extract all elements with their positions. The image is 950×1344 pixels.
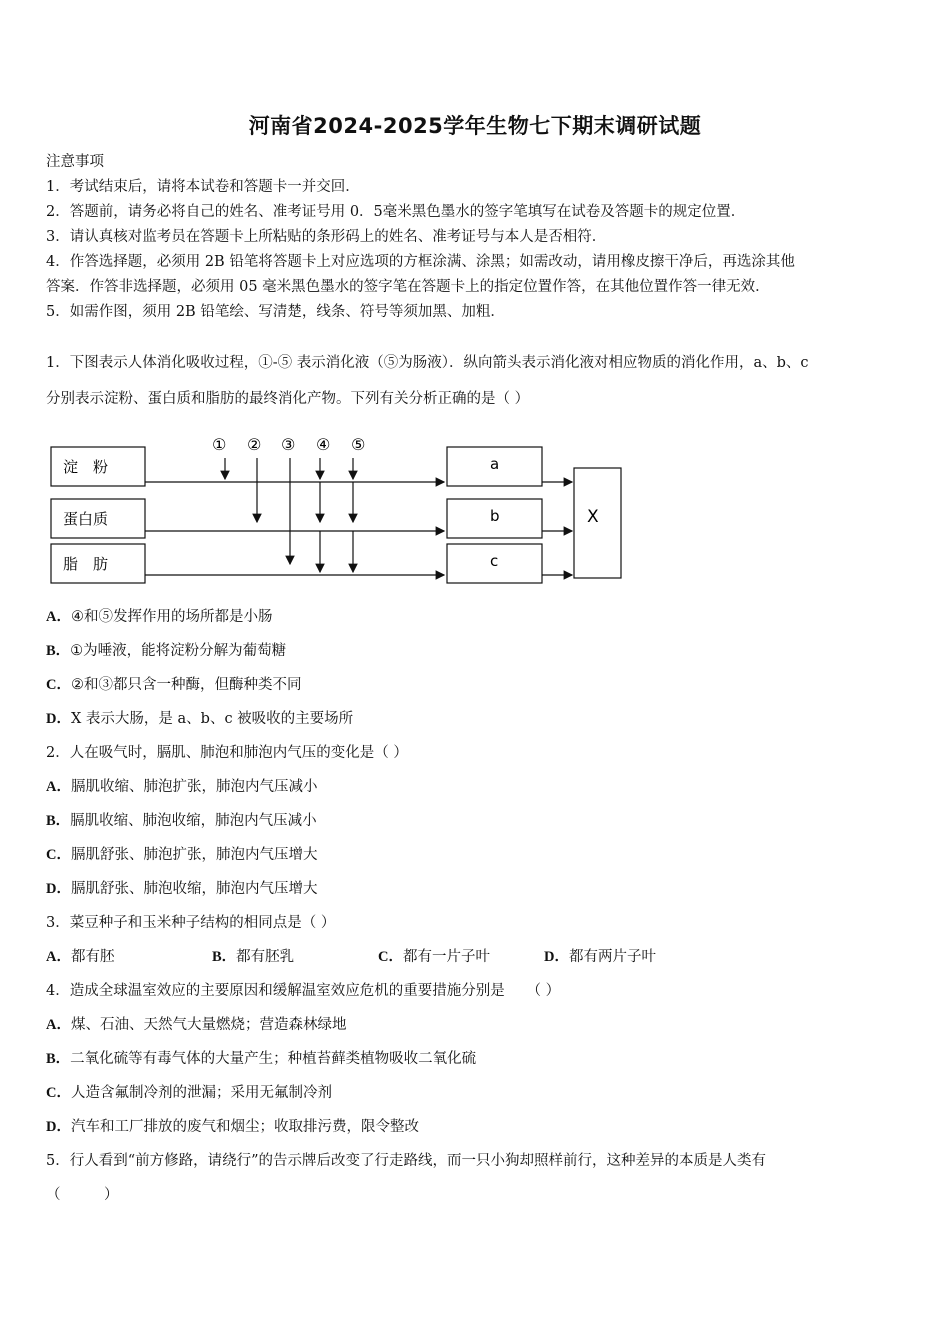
option-letter: C． xyxy=(46,1085,71,1101)
digestion-diagram xyxy=(46,428,636,593)
option-letter: B． xyxy=(46,1051,71,1067)
option-letter: B． xyxy=(46,813,71,829)
q4-option-b xyxy=(46,1042,926,1076)
question-4-stem: 4．造成全球温室效应的主要原因和缓解温室效应危机的重要措施分别是 （ ） xyxy=(46,983,561,999)
option-text: ④和⑤发挥作用的场所都是小肠 xyxy=(70,609,273,625)
question-2-stem: 2．人在吸气时，膈肌、肺泡和肺泡内气压的变化是（ ） xyxy=(46,745,408,761)
q1-option-a xyxy=(46,600,926,634)
notice-heading: 注意事项 xyxy=(46,154,104,170)
q4-option-c xyxy=(46,1076,926,1110)
product-c-label: c xyxy=(490,552,499,570)
option-text: 煤、石油、天然气大量燃烧；营造森林绿地 xyxy=(70,1017,347,1033)
option-text: 都有胚乳 xyxy=(236,949,295,965)
notice-item: 3．请认真核对监考员在答题卡上所粘贴的条形码上的姓名、准考证号与本人是否相符． xyxy=(46,229,607,245)
option-letter: B． xyxy=(46,643,71,659)
questions-list xyxy=(46,600,926,1212)
notice-item: 1．考试结束后，请将本试卷和答题卡一并交回． xyxy=(46,179,360,195)
option-letter: C． xyxy=(46,677,71,693)
option-text: 汽车和工厂排放的废气和烟尘；收取排污费，限令整改 xyxy=(70,1119,419,1135)
option-letter: D． xyxy=(46,1119,71,1135)
juice-label-3: ③ xyxy=(281,435,296,454)
juice-label-4: ④ xyxy=(316,435,331,454)
q3-option-c xyxy=(378,940,544,974)
notice-item: 答案．作答非选择题，必须用 05 毫米黑色墨水的签字笔在答题卡上的指定位置作答，在其他位置作答一律无效． xyxy=(46,279,770,295)
juice-label-2: ② xyxy=(247,435,262,454)
option-letter: D． xyxy=(46,711,71,727)
notice-item: 2．答题前，请务必将自己的姓名、准考证号用 0．5毫米黑色墨水的签字笔填写在试卷及答题卡的规定位置． xyxy=(46,204,746,220)
option-letter: D． xyxy=(46,881,71,897)
option-letter: A． xyxy=(46,779,71,795)
question-5-stem: 5．行人看到“前方修路，请绕行”的告示牌后改变了行走路线，而一只小狗却照样前行，这种差异的本质是人类有 xyxy=(46,1153,767,1169)
organ-x-label: X xyxy=(587,507,599,527)
starch-label: 淀 粉 xyxy=(63,458,109,476)
page-title: 河南省2024-2025学年生物七下期末调研试题 xyxy=(248,114,702,138)
option-text: ①为唾液，能将淀粉分解为葡萄糖 xyxy=(70,643,287,659)
notice-section xyxy=(46,150,916,325)
q2-option-b xyxy=(46,804,926,838)
question-1-stem xyxy=(46,345,916,417)
option-text: 膈肌舒张、肺泡扩张，肺泡内气压增大 xyxy=(70,847,318,863)
q2-option-a xyxy=(46,770,926,804)
q3-option-a xyxy=(46,940,212,974)
question-5-blank: （ ） xyxy=(46,1187,119,1203)
option-text: 膈肌收缩、肺泡扩张，肺泡内气压减小 xyxy=(70,779,318,795)
notice-item: 5．如需作图，须用 2B 铅笔绘、写清楚，线条、符号等须加黑、加粗． xyxy=(46,304,505,320)
option-text: 都有胚 xyxy=(70,949,115,965)
q3-options xyxy=(46,940,926,974)
q4-option-d xyxy=(46,1110,926,1144)
option-letter: D． xyxy=(544,949,569,965)
option-text: 都有一片子叶 xyxy=(402,949,490,965)
q2-option-c xyxy=(46,838,926,872)
option-letter: C． xyxy=(46,847,71,863)
option-text: X 表示大肠，是 a、b、c 被吸收的主要场所 xyxy=(70,711,354,727)
option-letter: A． xyxy=(46,609,71,625)
juice-label-5: ⑤ xyxy=(351,435,366,454)
product-b-label: b xyxy=(490,507,500,525)
question-1-line-2: 分别表示淀粉、蛋白质和脂肪的最终消化产物。下列有关分析正确的是（ ） xyxy=(46,391,530,407)
q1-option-d xyxy=(46,702,926,736)
option-text: 人造含氟制冷剂的泄漏；采用无氟制冷剂 xyxy=(70,1085,332,1101)
fat-label: 脂 肪 xyxy=(63,555,109,573)
q3-option-d xyxy=(544,940,710,974)
q3-option-b xyxy=(212,940,378,974)
option-letter: B． xyxy=(212,949,237,965)
question-3-stem: 3．菜豆种子和玉米种子结构的相同点是（ ） xyxy=(46,915,336,931)
question-1-line-1: 1．下图表示人体消化吸收过程，①-⑤ 表示消化液（⑤为肠液）．纵向箭头表示消化液对相应物质的消化作用，a、b、c xyxy=(46,355,809,371)
q4-option-a xyxy=(46,1008,926,1042)
option-text: 二氧化硫等有毒气体的大量产生；种植苔藓类植物吸收二氧化硫 xyxy=(70,1051,477,1067)
option-letter: A． xyxy=(46,1017,71,1033)
notice-item: 4．作答选择题，必须用 2B 铅笔将答题卡上对应选项的方框涂满、涂黑；如需改动，请用橡皮擦干净后，再选涂其他 xyxy=(46,254,795,270)
option-letter: A． xyxy=(46,949,71,965)
juice-label-1: ① xyxy=(212,435,227,454)
option-letter: C． xyxy=(378,949,403,965)
q2-option-d xyxy=(46,872,926,906)
option-text: 膈肌收缩、肺泡收缩，肺泡内气压减小 xyxy=(70,813,317,829)
q1-option-b xyxy=(46,634,926,668)
q1-option-c xyxy=(46,668,926,702)
product-a-label: a xyxy=(490,455,500,473)
option-text: 膈肌舒张、肺泡收缩，肺泡内气压增大 xyxy=(70,881,318,897)
protein-label: 蛋白质 xyxy=(63,510,109,528)
option-text: ②和③都只含一种酶，但酶种类不同 xyxy=(70,677,302,693)
option-text: 都有两片子叶 xyxy=(568,949,656,965)
